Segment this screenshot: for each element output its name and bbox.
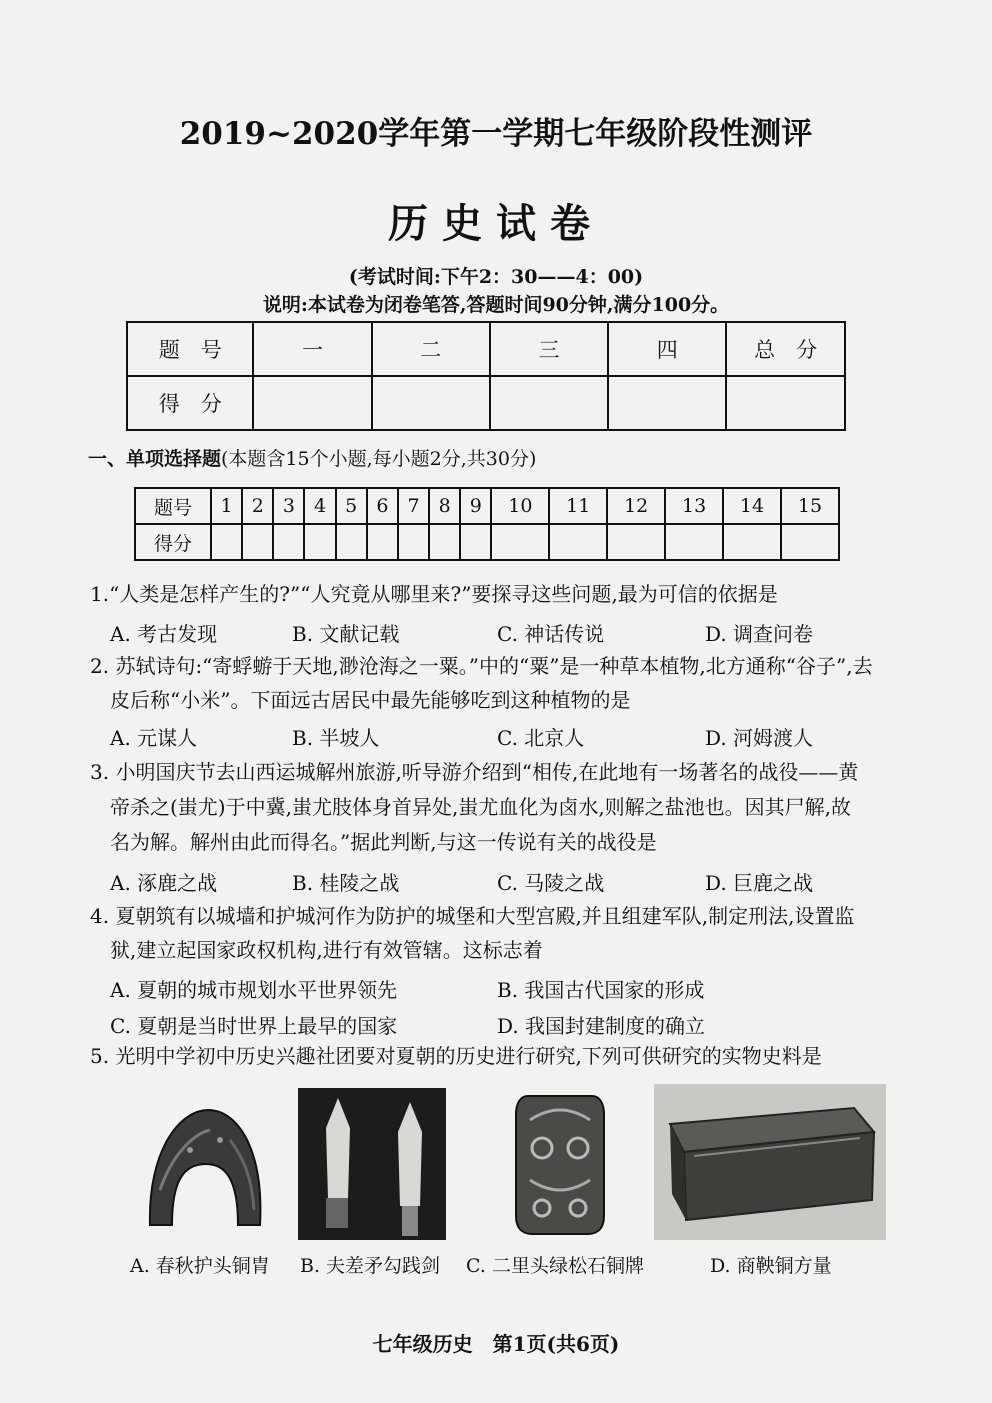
score-cell[interactable] <box>490 376 608 430</box>
answer-cell[interactable] <box>607 524 665 560</box>
answer-cell[interactable] <box>549 524 607 560</box>
question-5-stem: 5. 光明中学初中历史兴趣社团要对夏朝的历史进行研究,下列可供研究的实物史料是 <box>90 1044 822 1068</box>
score-table-col: 一 <box>253 322 371 376</box>
question-2-option-c[interactable]: C. 北京人 <box>497 726 585 750</box>
score-table-col: 三 <box>490 322 608 376</box>
answer-cell[interactable] <box>723 524 781 560</box>
score-cell[interactable] <box>372 376 490 430</box>
question-3-option-b[interactable]: B. 桂陵之战 <box>292 871 400 895</box>
question-number: 9 <box>460 488 491 524</box>
question-score-table <box>134 487 840 561</box>
question-4-stem-line2: 狱,建立起国家政权机构,进行有效管辖。这标志着 <box>110 938 543 962</box>
question-1-option-a[interactable]: A. 考古发现 <box>110 622 218 646</box>
score-table-label: 得 分 <box>127 376 253 430</box>
question-1-option-c[interactable]: C. 神话传说 <box>497 622 605 646</box>
question-number: 5 <box>336 488 367 524</box>
question-5-option-c[interactable]: C. 二里头绿松石铜牌 <box>466 1255 644 1277</box>
answer-cell[interactable] <box>304 524 335 560</box>
total-score-table <box>126 321 846 431</box>
question-4-option-a[interactable]: A. 夏朝的城市规划水平世界领先 <box>110 978 398 1002</box>
question-2-stem-line1: 2. 苏轼诗句:“寄蜉蝣于天地,渺沧海之一粟。”中的“粟”是一种草本植物,北方通称“谷子”,去 <box>90 654 873 678</box>
score-table-score-row <box>127 376 845 430</box>
question-number: 10 <box>491 488 549 524</box>
question-2-option-b[interactable]: B. 半坡人 <box>292 726 380 750</box>
score-table-header-row <box>127 322 845 376</box>
question-table-label: 得分 <box>135 524 211 560</box>
exam-note: 说明:本试卷为闭卷笔答,答题时间90分钟,满分100分。 <box>262 294 730 316</box>
answer-cell[interactable] <box>665 524 723 560</box>
spear-sword-image[interactable] <box>298 1088 446 1240</box>
question-3-option-a[interactable]: A. 涿鹿之战 <box>110 871 218 895</box>
question-4-stem-line1: 4. 夏朝筑有以城墙和护城河作为防护的城堡和大型宫殿,并且组建军队,制定刑法,设置监 <box>90 904 855 928</box>
question-1-option-b[interactable]: B. 文献记载 <box>292 622 400 646</box>
question-3-option-d[interactable]: D. 巨鹿之战 <box>705 871 814 895</box>
question-3-option-c[interactable]: C. 马陵之战 <box>497 871 605 895</box>
score-cell[interactable] <box>726 376 845 430</box>
section-heading <box>88 444 536 471</box>
score-table-col: 二 <box>372 322 490 376</box>
score-cell[interactable] <box>253 376 371 430</box>
question-number: 4 <box>304 488 335 524</box>
answer-cell[interactable] <box>781 524 839 560</box>
question-number: 14 <box>723 488 781 524</box>
bronze-measure-image[interactable] <box>654 1084 886 1240</box>
page-footer: 七年级历史 第1页(共6页) <box>372 1332 620 1356</box>
answer-cell[interactable] <box>398 524 429 560</box>
score-table-col: 四 <box>608 322 726 376</box>
answer-cell[interactable] <box>367 524 398 560</box>
question-3-stem-line1: 3. 小明国庆节去山西运城解州旅游,听导游介绍到“相传,在此地有一场著名的战役——黄 <box>90 760 859 784</box>
question-number: 12 <box>607 488 665 524</box>
question-number: 2 <box>242 488 273 524</box>
question-4-option-d[interactable]: D. 我国封建制度的确立 <box>497 1014 706 1038</box>
exam-time: (考试时间:下午2：30——4：00) <box>348 266 644 288</box>
score-table-col: 总 分 <box>726 322 845 376</box>
section-desc: (本题含15个小题,每小题2分,共30分) <box>221 448 537 470</box>
question-4-option-c[interactable]: C. 夏朝是当时世界上最早的国家 <box>110 1014 398 1038</box>
answer-cell[interactable] <box>273 524 304 560</box>
answer-cell[interactable] <box>242 524 273 560</box>
question-number: 8 <box>429 488 460 524</box>
question-2-option-d[interactable]: D. 河姆渡人 <box>705 726 814 750</box>
question-number: 6 <box>367 488 398 524</box>
question-5-option-b[interactable]: B. 夫差矛勾践剑 <box>300 1255 441 1277</box>
question-number: 11 <box>549 488 607 524</box>
question-3-stem-line3: 名为解。解州由此而得名。”据此判断,与这一传说有关的战役是 <box>110 830 657 854</box>
exam-title: 2019~2020学年第一学期七年级阶段性测评 <box>179 116 813 152</box>
question-4-option-b[interactable]: B. 我国古代国家的形成 <box>497 978 705 1002</box>
question-number: 7 <box>398 488 429 524</box>
bronze-helmet-image[interactable] <box>140 1100 270 1230</box>
score-cell[interactable] <box>608 376 726 430</box>
answer-cell[interactable] <box>491 524 549 560</box>
score-table-label: 题 号 <box>127 322 253 376</box>
answer-cell[interactable] <box>460 524 491 560</box>
question-1-option-d[interactable]: D. 调查问卷 <box>705 622 814 646</box>
question-3-stem-line2: 帝杀之(蚩尤)于中冀,蚩尤肢体身首异处,蚩尤血化为卤水,则解之盐池也。因其尸解,故 <box>110 795 852 819</box>
question-number-row <box>135 488 839 524</box>
answer-cell[interactable] <box>429 524 460 560</box>
section-title: 一、单项选择题 <box>88 448 222 470</box>
question-2-stem-line2: 皮后称“小米”。下面远古居民中最先能够吃到这种植物的是 <box>110 688 631 712</box>
answer-cell[interactable] <box>211 524 242 560</box>
question-2-option-a[interactable]: A. 元谋人 <box>110 726 198 750</box>
question-5-option-d[interactable]: D. 商鞅铜方量 <box>710 1255 832 1277</box>
question-5-option-a[interactable]: A. 春秋护头铜胄 <box>130 1255 270 1277</box>
question-number: 13 <box>665 488 723 524</box>
question-table-label: 题号 <box>135 488 211 524</box>
question-score-row <box>135 524 839 560</box>
question-number: 3 <box>273 488 304 524</box>
question-number: 1 <box>211 488 242 524</box>
question-number: 15 <box>781 488 839 524</box>
subject-title: 历史试卷 <box>388 200 604 247</box>
turquoise-plaque-image[interactable] <box>510 1090 610 1240</box>
question-1-stem: 1.“人类是怎样产生的?”“人究竟从哪里来?”要探寻这些问题,最为可信的依据是 <box>90 582 778 606</box>
answer-cell[interactable] <box>336 524 367 560</box>
